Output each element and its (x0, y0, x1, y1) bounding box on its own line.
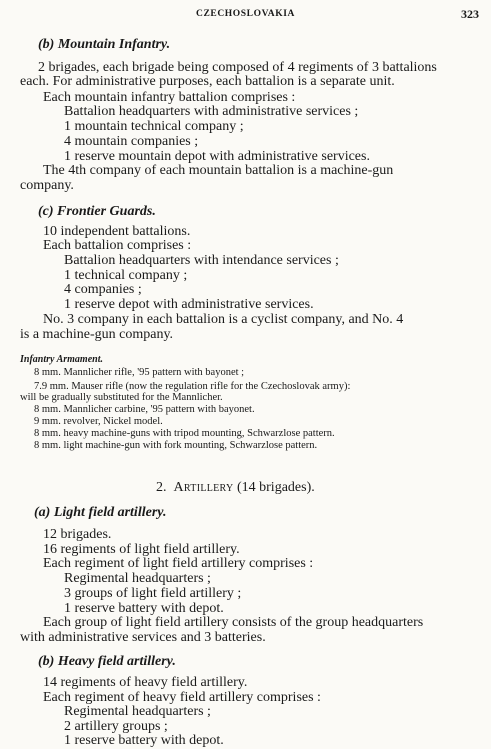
body-line: 1 reserve battery with depot. (64, 733, 224, 748)
heading-word: Artillery (173, 480, 234, 495)
body-line: Each mountain infantry battalion comprises : (43, 90, 296, 105)
body-line: each. For administrative purposes, each battalion is a separate unit. (20, 74, 395, 89)
section-heading-mountain-infantry: (b) Mountain Infantry. (38, 37, 171, 52)
body-line: 4 companies ; (64, 282, 142, 297)
body-line: 1 reserve battery with depot. (64, 601, 224, 616)
body-line: The 4th company of each mountain battalion is a machine-gun (43, 163, 394, 178)
heading-rest: (14 brigades). (236, 480, 315, 495)
subheading-infantry-armament: Infantry Armament. (20, 354, 103, 365)
section-heading-heavy-field-artillery: (b) Heavy field artillery. (38, 654, 176, 669)
running-header: CZECHOSLOVAKIA (195, 9, 296, 19)
body-line: with administrative services and 3 batteries. (20, 630, 266, 645)
armament-line: 8 mm. light machine-gun with fork mounting, Schwarzlose pattern. (34, 440, 318, 451)
body-line: Each group of light field artillery consists of the group headquarters (43, 615, 424, 630)
armament-line: 9 mm. revolver, Nickel model. (34, 416, 163, 427)
body-line: Each battalion comprises : (43, 238, 192, 253)
body-line: company. (20, 178, 74, 193)
armament-line: 8 mm. Mannlicher rifle, '95 pattern with bayonet ; (34, 367, 245, 378)
body-line: 1 reserve depot with administrative services. (64, 297, 314, 312)
section-heading-light-field-artillery: (a) Light field artillery. (34, 505, 167, 520)
armament-line: 8 mm. Mannlicher carbine, '95 pattern with bayonet. (34, 404, 255, 415)
body-line: Each regiment of light field artillery comprises : (43, 556, 314, 571)
heading-number: 2. (156, 480, 167, 495)
body-line: Battalion headquarters with administrative services ; (64, 104, 359, 119)
body-line: 2 brigades, each brigade being composed of 4 regiments of 3 battalions (38, 60, 437, 75)
body-line: No. 3 company in each battalion is a cyclist company, and No. 4 (43, 312, 404, 327)
body-line: Regimental headquarters ; (64, 571, 211, 586)
chapter-heading-artillery (156, 480, 315, 496)
page-number: 323 (461, 7, 479, 21)
body-line: 12 brigades. (43, 527, 112, 542)
body-line: 1 technical company ; (64, 268, 188, 283)
body-line: 14 regiments of heavy field artillery. (43, 675, 248, 690)
body-line: 1 reserve mountain depot with administrative services. (64, 149, 370, 164)
armament-line: 8 mm. heavy machine-guns with tripod mounting, Schwarzlose pattern. (34, 428, 335, 439)
armament-line: 7.9 mm. Mauser rifle (now the regulation rifle for the Czechoslovak army): (34, 381, 351, 392)
body-line: 2 artillery groups ; (64, 719, 168, 734)
armament-line: will be gradually substituted for the Mannlicher. (20, 392, 223, 403)
body-line: 10 independent battalions. (43, 224, 191, 239)
body-line: 16 regiments of light field artillery. (43, 542, 240, 557)
body-line: Regimental headquarters ; (64, 704, 211, 719)
body-line: 1 mountain technical company ; (64, 119, 244, 134)
body-line: Battalion headquarters with intendance services ; (64, 253, 339, 268)
body-line: is a machine-gun company. (20, 327, 174, 342)
section-heading-frontier-guards: (c) Frontier Guards. (38, 204, 156, 219)
body-line: Each regiment of heavy field artillery comprises : (43, 690, 321, 705)
body-line: 3 groups of light field artillery ; (64, 586, 242, 601)
body-line: 4 mountain companies ; (64, 134, 199, 149)
